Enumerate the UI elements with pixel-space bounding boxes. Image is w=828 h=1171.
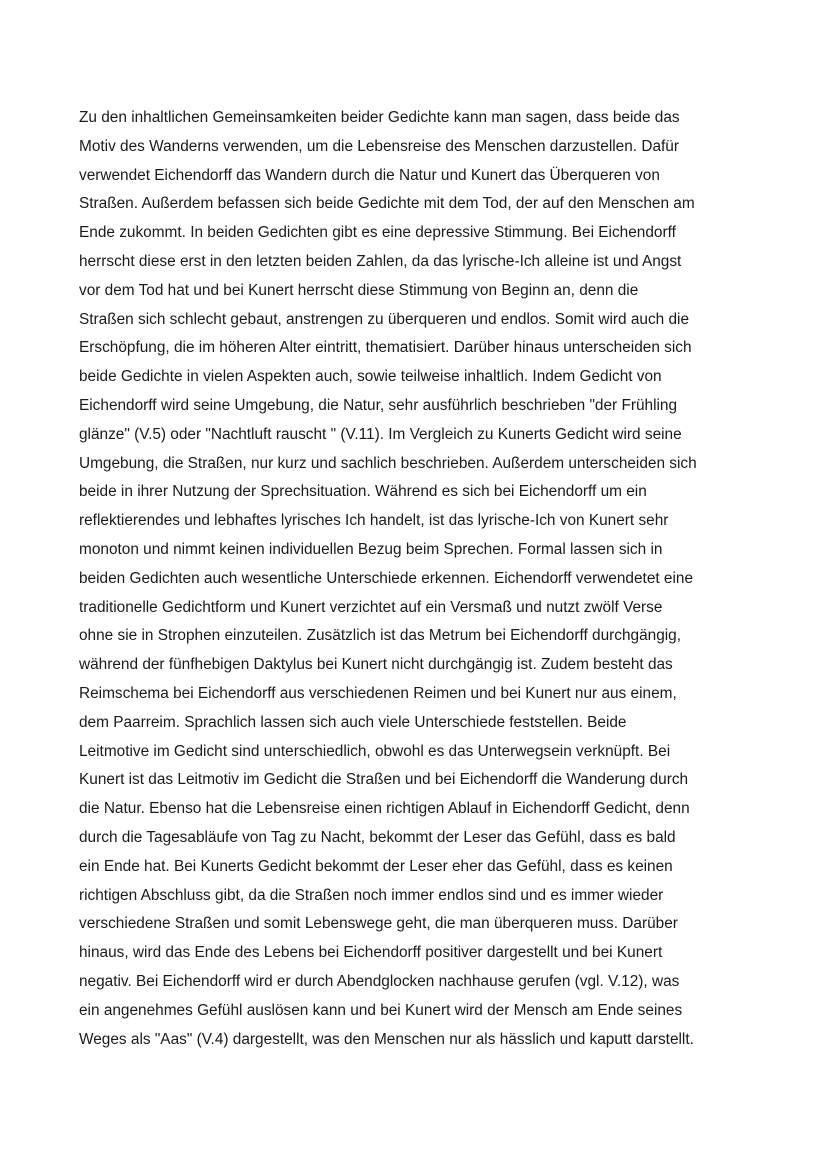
text-line: Straßen. Außerdem befassen sich beide Gedichte mit dem Tod, der auf den Menschen am	[79, 195, 695, 213]
text-line: verschiedene Straßen und somit Lebenswege geht, die man überqueren muss. Darüber	[79, 915, 678, 933]
text-line: vor dem Tod hat und bei Kunert herrscht diese Stimmung von Beginn an, denn die	[79, 281, 639, 299]
text-line: ohne sie in Strophen einzuteilen. Zusätzlich ist das Metrum bei Eichendorff durchgängig,	[79, 627, 682, 645]
text-line: ein Ende hat. Bei Kunerts Gedicht bekommt der Leser eher das Gefühl, dass es keinen	[79, 857, 673, 875]
text-line: dem Paarreim. Sprachlich lassen sich auch viele Unterschiede feststellen. Beide	[79, 713, 627, 731]
text-line: monoton und nimmt keinen individuellen Bezug beim Sprechen. Formal lassen sich in	[79, 540, 663, 558]
text-line: beide in ihrer Nutzung der Sprechsituation. Während es sich bei Eichendorff um ein	[79, 483, 647, 501]
text-line: herrscht diese erst in den letzten beiden Zahlen, da das lyrische-Ich alleine ist und Angst	[79, 252, 682, 270]
text-line: glänze" (V.5) oder "Nachtluft rauscht " (V.11). Im Vergleich zu Kunerts Gedicht wird seine	[79, 425, 682, 443]
text-line: während der fünfhebigen Daktylus bei Kunert nicht durchgängig ist. Zudem besteht das	[79, 656, 673, 674]
text-line: Straßen sich schlecht gebaut, anstrengen zu überqueren und endlos. Somit wird auch die	[79, 310, 690, 328]
text-line: durch die Tagesabläufe von Tag zu Nacht, bekommt der Leser das Gefühl, dass es bald	[79, 828, 676, 846]
text-line: Leitmotive im Gedicht sind unterschiedlich, obwohl es das Unterwegsein verknüpft. Bei	[79, 742, 671, 760]
text-line: Erschöpfung, die im höheren Alter eintritt, thematisiert. Darüber hinaus unterscheiden sich	[79, 339, 692, 357]
text-line: ein angenehmes Gefühl auslösen kann und bei Kunert wird der Mensch am Ende seines	[79, 1001, 683, 1019]
text-line: Kunert ist das Leitmotiv im Gedicht die Straßen und bei Eichendorff die Wanderung durch	[79, 771, 689, 789]
text-line: traditionelle Gedichtform und Kunert verzichtet auf ein Versmaß und nutzt zwölf Verse	[79, 598, 663, 616]
body-paragraph	[79, 104, 759, 1054]
text-line: Zu den inhaltlichen Gemeinsamkeiten beider Gedichte kann man sagen, dass beide das	[79, 109, 680, 126]
text-line: reflektierendes und lebhaftes lyrisches Ich handelt, ist das lyrische-Ich von Kunert sehr	[79, 512, 669, 530]
text-line: Eichendorff wird seine Umgebung, die Natur, sehr ausführlich beschrieben "der Frühling	[79, 396, 678, 414]
text-line: beiden Gedichten auch wesentliche Unterschiede erkennen. Eichendorff verwendetet eine	[79, 569, 694, 587]
text-line: negativ. Bei Eichendorff wird er durch Abendglocken nachhause gerufen (vgl. V.12), was	[79, 972, 680, 990]
text-line: Weges als "Aas" (V.4) dargestellt, was den Menschen nur als hässlich und kaputt darstellt.	[79, 1030, 694, 1048]
text-line: beide Gedichte in vielen Aspekten auch, sowie teilweise inhaltlich. Indem Gedicht von	[79, 368, 662, 386]
text-line: die Natur. Ebenso hat die Lebensreise einen richtigen Ablauf in Eichendorff Gedicht, denn	[79, 800, 690, 818]
text-line: verwendet Eichendorff das Wandern durch die Natur und Kunert das Überqueren von	[79, 166, 660, 184]
text-line: hinaus, wird das Ende des Lebens bei Eichendorff positiver dargestellt und bei Kunert	[79, 944, 663, 962]
text-line: Ende zukommt. In beiden Gedichten gibt es eine depressive Stimmung. Bei Eichendorff	[79, 224, 676, 242]
text-line: richtigen Abschluss gibt, da die Straßen noch immer endlos sind und es immer wieder	[79, 886, 664, 904]
text-line: Reimschema bei Eichendorff aus verschiedenen Reimen und bei Kunert nur aus einem,	[79, 684, 677, 702]
text-line: Motiv des Wanderns verwenden, um die Lebensreise des Menschen darzustellen. Dafür	[79, 137, 679, 155]
text-line: Umgebung, die Straßen, nur kurz und sachlich beschrieben. Außerdem unterscheiden sich	[79, 454, 697, 472]
